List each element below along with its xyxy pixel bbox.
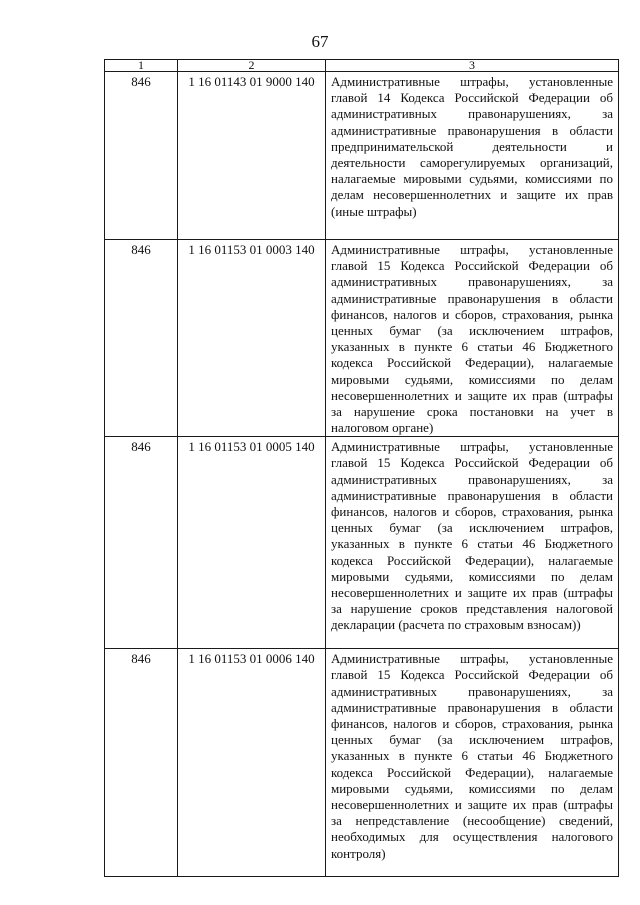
table-row (105, 72, 619, 240)
description-line: (иные штрафы) (331, 203, 417, 219)
description-line: кодекса Российской Федерации), налагаемые (331, 552, 613, 568)
description-line: указанных в пункте 6 статьи 46 Бюджетного (331, 339, 613, 355)
description-line: главой 15 Кодекса Российской Федерации об (331, 667, 613, 683)
description-line: за нарушение сроков представления налоговой (331, 601, 613, 617)
description-line: административных правонарушениях, за (331, 106, 613, 122)
description-line: деятельности саморегулируемых организаций, (331, 154, 613, 170)
budget-classification-code-cell: 1 16 01153 01 0005 140 (178, 437, 326, 649)
description-line: финансов, налогов и сборов, страхования, рынка (331, 504, 613, 519)
description-line: административные правонарушения в области (331, 487, 613, 503)
description-line: ценных бумаг (за исключением штрафов, (331, 732, 613, 748)
page-number: 67 (311, 32, 329, 51)
table-row (105, 649, 619, 877)
description-line: финансов, налогов и сборов, страхования, рынка (331, 306, 613, 322)
description-line: кодекса Российской Федерации), налагаемые (331, 764, 613, 780)
description-line: административные правонарушения в области (331, 699, 613, 715)
description-cell (326, 649, 619, 877)
description-line: Административные штрафы, установленные (331, 242, 613, 257)
description-line: указанных в пункте 6 статьи 46 Бюджетного (331, 536, 613, 552)
description-cell (326, 240, 619, 437)
column-header-2: 2 (178, 60, 326, 72)
admin-code-cell: 846 (105, 72, 178, 240)
admin-code-cell: 846 (105, 437, 178, 649)
description-line: административных правонарушениях, за (331, 471, 613, 487)
description-line: предпринимательской деятельности и (331, 138, 613, 154)
budget-classification-code-cell: 1 16 01153 01 0003 140 (178, 240, 326, 437)
budget-classification-code-cell: 1 16 01143 01 9000 140 (178, 72, 326, 240)
budget-classification-code-cell: 1 16 01153 01 0006 140 (178, 649, 326, 877)
column-header-1: 1 (105, 60, 178, 72)
admin-code-cell: 846 (105, 240, 178, 437)
table-header-row (105, 60, 619, 72)
description-line: несовершеннолетних и защите их прав (штрафы (331, 387, 613, 403)
description-line: делам несовершеннолетних и защите их прав (331, 187, 613, 203)
description-line: административных правонарушениях, за (331, 274, 613, 290)
table-row (105, 240, 619, 437)
description-cell (326, 72, 619, 240)
description-line: Административные штрафы, установленные (331, 439, 613, 455)
description-line: налагаемые мировыми судьями, комиссиями по (331, 171, 613, 187)
description-line: административные правонарушения в области (331, 290, 613, 306)
description-line: административные правонарушения в области (331, 122, 613, 138)
column-header-3: 3 (326, 60, 619, 72)
description-line: мировыми судьями, комиссиями по делам (331, 568, 613, 584)
description-line: налоговом органе) (331, 420, 434, 436)
description-line: за непредставление (несообщение) сведений, (331, 813, 613, 829)
description-line: Административные штрафы, установленные (331, 74, 613, 89)
description-line: административных правонарушениях, за (331, 683, 613, 699)
budget-codes-table (104, 59, 619, 877)
description-line: за нарушение срока постановки на учет в (331, 403, 613, 419)
description-line: финансов, налогов и сборов, страхования, рынка (331, 716, 613, 731)
description-line: Административные штрафы, установленные (331, 651, 613, 667)
description-line: главой 15 Кодекса Российской Федерации об (331, 455, 613, 471)
table-row (105, 437, 619, 649)
description-line: несовершеннолетних и защите их прав (штрафы (331, 584, 613, 600)
description-line: указанных в пункте 6 статьи 46 Бюджетного (331, 748, 613, 764)
admin-code-cell: 846 (105, 649, 178, 877)
description-line: контроля) (331, 845, 386, 861)
description-line: главой 14 Кодекса Российской Федерации об (331, 90, 613, 106)
description-line: мировыми судьями, комиссиями по делам (331, 371, 613, 387)
description-line: кодекса Российской Федерации), налагаемые (331, 355, 613, 371)
description-line: мировыми судьями, комиссиями по делам (331, 780, 613, 796)
description-cell (326, 437, 619, 649)
description-line: несовершеннолетних и защите их прав (штрафы (331, 796, 613, 812)
description-line: ценных бумаг (за исключением штрафов, (331, 520, 613, 536)
description-line: необходимых для осуществления налогового (331, 829, 613, 845)
description-line: декларации (расчета по страховым взносам)) (331, 617, 581, 633)
description-line: главой 15 Кодекса Российской Федерации об (331, 258, 613, 274)
description-line: ценных бумаг (за исключением штрафов, (331, 322, 613, 338)
